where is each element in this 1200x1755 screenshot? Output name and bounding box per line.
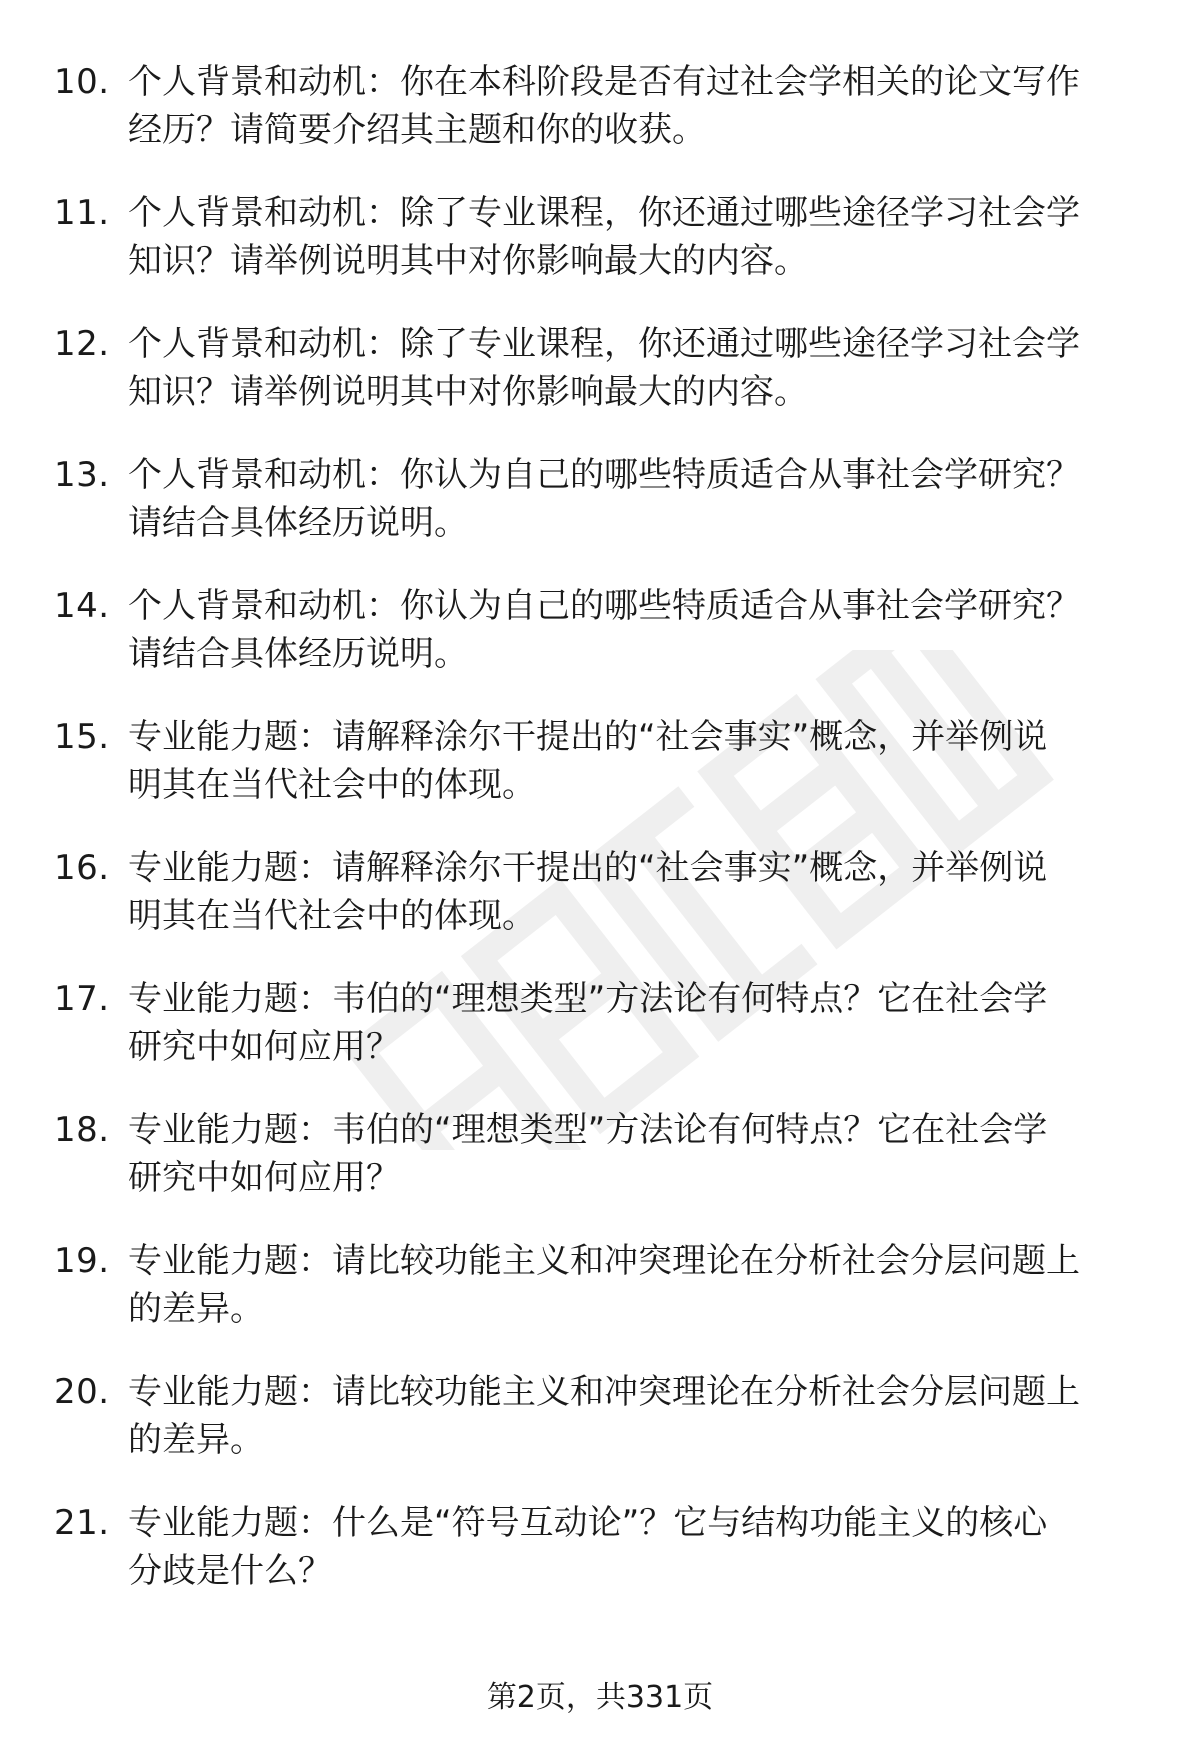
question-text-line: 的差异。 [128,1420,264,1460]
question-item [0,975,1200,1106]
question-number: 20. [54,1372,110,1412]
question-text-line: 知识？请举例说明其中对你影响最大的内容。 [128,372,808,412]
question-text [128,582,1148,678]
question-item [0,713,1200,844]
question-number: 13. [54,455,110,495]
question-item [0,320,1200,451]
question-number: 21. [54,1503,110,1543]
question-text-line: 请结合具体经历说明。 [128,503,468,543]
question-text [128,713,1148,809]
question-number: 14. [54,586,110,626]
question-text-line: 明其在当代社会中的体现。 [128,896,536,936]
question-number: 19. [54,1241,110,1281]
question-text-line: 专业能力题：请比较功能主义和冲突理论在分析社会分层问题上 [128,1372,1080,1412]
question-number: 12. [54,324,110,364]
question-text [128,1237,1148,1333]
question-text-line: 个人背景和动机：除了专业课程，你还通过哪些途径学习社会学 [128,324,1080,364]
question-text [128,451,1148,547]
question-text [128,320,1148,416]
question-text-line: 研究中如何应用？ [128,1027,400,1067]
question-number: 10. [54,62,110,102]
question-item [0,844,1200,975]
question-item [0,1237,1200,1368]
question-text [128,975,1148,1071]
question-number: 15. [54,717,110,757]
question-item [0,1499,1200,1630]
question-text [128,844,1148,940]
question-text-line: 经历？请简要介绍其主题和你的收获。 [128,110,706,150]
question-text [128,1106,1148,1202]
question-text [128,58,1148,154]
question-text [128,189,1148,285]
question-text-line: 研究中如何应用？ [128,1158,400,1198]
question-text-line: 专业能力题：什么是“符号互动论”？它与结构功能主义的核心 [128,1503,1048,1543]
question-text-line: 专业能力题：韦伯的“理想类型”方法论有何特点？它在社会学 [128,979,1048,1019]
question-text-line: 专业能力题：请解释涂尔干提出的“社会事实”概念，并举例说 [128,717,1048,757]
question-item [0,1106,1200,1237]
question-text-line: 请结合具体经历说明。 [128,634,468,674]
page-footer: 第2页，共331页 [486,1680,714,1715]
question-text-line: 专业能力题：韦伯的“理想类型”方法论有何特点？它在社会学 [128,1110,1048,1150]
question-text-line: 的差异。 [128,1289,264,1329]
question-text-line: 专业能力题：请解释涂尔干提出的“社会事实”概念，并举例说 [128,848,1048,888]
question-text-line: 个人背景和动机：你认为自己的哪些特质适合从事社会学研究？ [128,455,1080,495]
question-number: 18. [54,1110,110,1150]
question-text-line: 专业能力题：请比较功能主义和冲突理论在分析社会分层问题上 [128,1241,1080,1281]
question-item [0,58,1200,189]
question-text-line: 分歧是什么？ [128,1551,332,1591]
question-list [0,58,1200,1630]
question-item [0,582,1200,713]
question-text [128,1499,1148,1595]
question-number: 17. [54,979,110,1019]
question-number: 16. [54,848,110,888]
question-text-line: 个人背景和动机：你认为自己的哪些特质适合从事社会学研究？ [128,586,1080,626]
question-item [0,1368,1200,1499]
question-text-line: 明其在当代社会中的体现。 [128,765,536,805]
question-text-line: 个人背景和动机：你在本科阶段是否有过社会学相关的论文写作 [128,62,1080,102]
question-text [128,1368,1148,1464]
question-text-line: 个人背景和动机：除了专业课程，你还通过哪些途径学习社会学 [128,193,1080,233]
question-item [0,189,1200,320]
question-item [0,451,1200,582]
question-number: 11. [54,193,110,233]
question-text-line: 知识？请举例说明其中对你影响最大的内容。 [128,241,808,281]
